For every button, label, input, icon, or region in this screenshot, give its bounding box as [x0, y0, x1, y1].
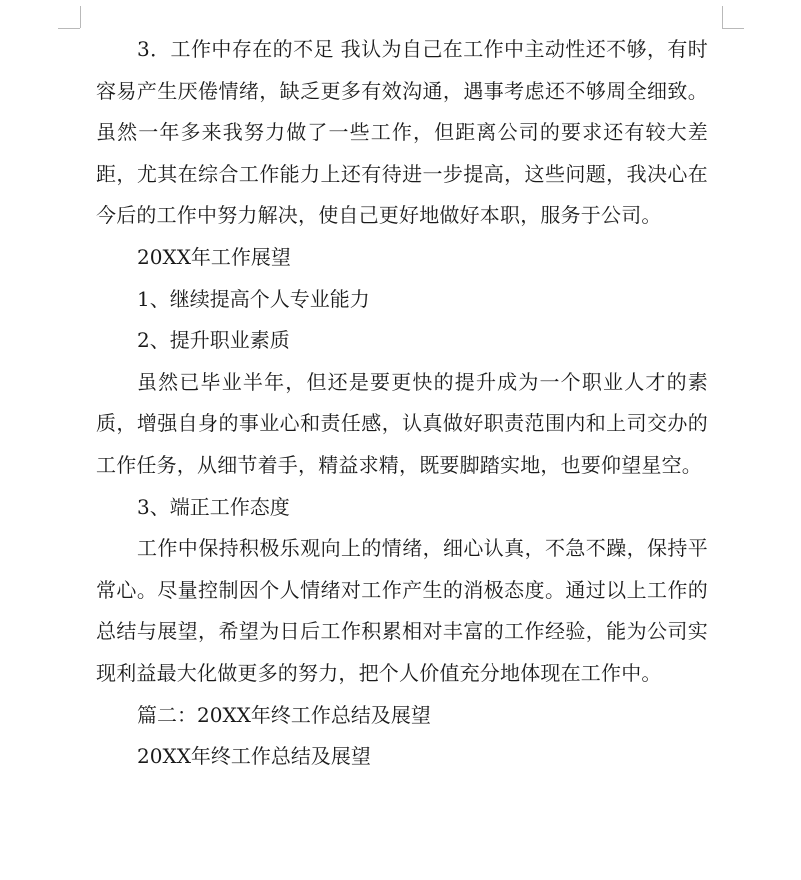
paragraph-professional-quality: 虽然已毕业半年，但还是要更快的提升成为一个职业人才的素质，增强自身的事业心和责任感，认真做好职责范围内和上司交办的工作任务，从细节着手，精益求精，既要脚踏实地，也要仰望星空。	[96, 369, 708, 477]
crop-mark-top-left-vertical	[80, 6, 81, 28]
heading-article-two: 篇二：20XX年终工作总结及展望	[137, 702, 431, 727]
heading-improve-ability: 1、继续提高个人专业能力	[137, 286, 370, 311]
paragraph-shortcomings: 3．工作中存在的不足 我认为自己在工作中主动性还不够，有时容易产生厌倦情绪，缺乏更多有效沟通，遇事考虑还不够周全细致。虽然一年多来我努力做了一些工作，但距离公司的要求还有较大差距，尤其在综合工作能力上还有待进一步提高，这些问题，我决心在今后的工作中努力解决，使自己更好地做好本职，服务于公司。	[96, 37, 708, 228]
paragraph-work-attitude: 工作中保持积极乐观向上的情绪，细心认真，不急不躁，保持平常心。尽量控制因个人情绪对工作产生的消极态度。通过以上工作的总结与展望，希望为日后工作积累相对丰富的工作经验，能为公司实现利益最大化做更多的努力，把个人价值充分地体现在工作中。	[96, 536, 708, 685]
heading-work-attitude: 3、端正工作态度	[137, 494, 290, 519]
heading-year-end-summary: 20XX年终工作总结及展望	[137, 744, 371, 769]
heading-work-outlook: 20XX年工作展望	[137, 244, 291, 269]
crop-mark-top-right-vertical	[722, 6, 723, 28]
crop-mark-top-right-horizontal	[722, 28, 744, 29]
heading-professional-quality: 2、提升职业素质	[137, 328, 290, 353]
crop-mark-top-left-horizontal	[58, 28, 80, 29]
document-body	[96, 29, 708, 778]
